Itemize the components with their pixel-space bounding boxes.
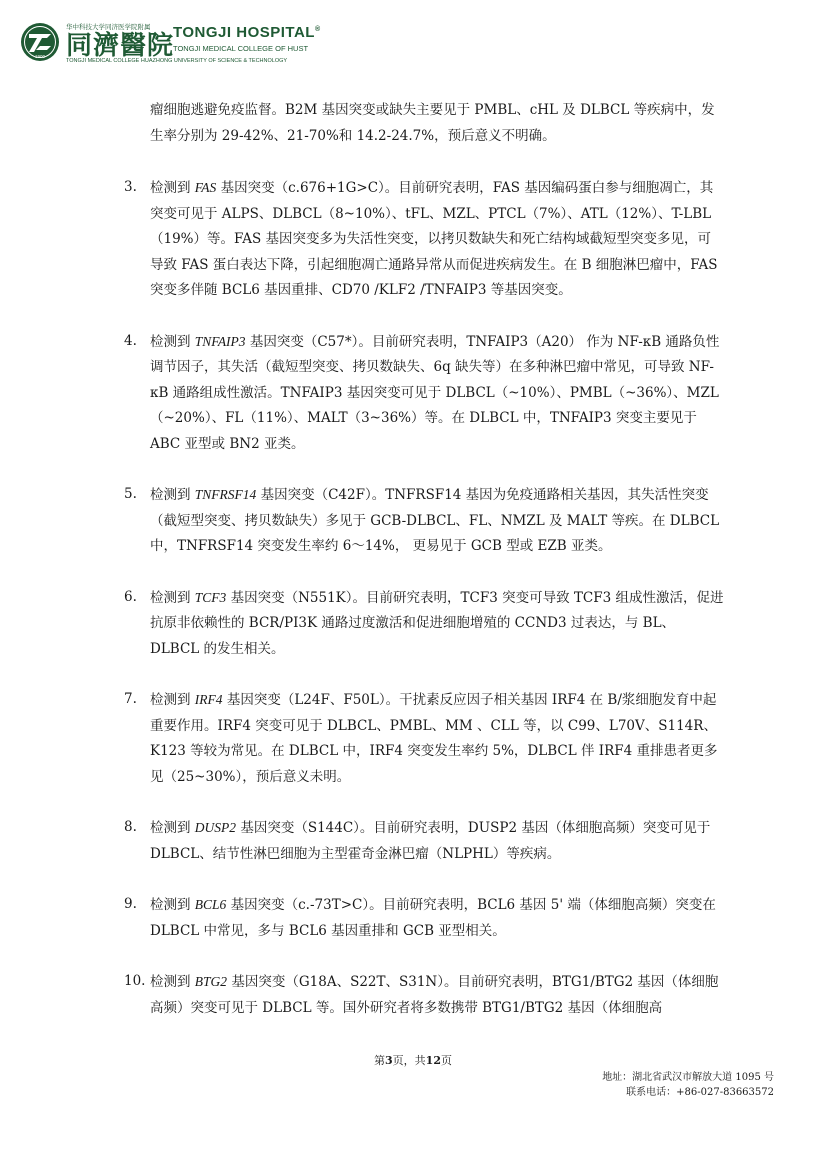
trademark-symbol: ®	[314, 26, 321, 33]
report-body	[124, 98, 724, 1046]
logo-year: 1900	[34, 54, 46, 59]
item-text: 基因突变（c.676+1G>C）。目前研究表明，FAS 基因编码蛋白参与细胞凋亡，其突变可见于 ALPS、DLBCL（8~10%）、tFL、MZL、PTCL（7%）、ATL（12%）、T-LBL（19%）等。FAS 基因突变多为失活性突变，以拷贝数缺失和死亡结构域截短型突变多见，可导致 FAS 蛋白表达下降，引起细胞凋亡通路异常从而促进疾病发生。在 B 细胞淋巴瘤中，FAS 突变多伴随 BCL6 基因重排、CD70 /KLF2 /TNFAIP3 等基因突变。	[150, 180, 718, 298]
gene-name: IRF4	[194, 692, 223, 707]
item-number: 5.	[124, 486, 137, 502]
finding-item-8: 8. 检测到 DUSP2 基因突变（S144C）。目前研究表明，DUSP2 基因（体细胞高频）突变可见于 DLBCL、结节性淋巴细胞为主型霍奇金淋巴瘤（NLPHL）等疾病。	[124, 815, 724, 867]
gene-name: DUSP2	[194, 820, 237, 835]
continuation-paragraph: 瘤细胞逃避免疫监督。B2M 基因突变或缺失主要见于 PMBL、cHL 及 DLBCL 等疾病中，发生率分别为 29-42%、21-70%和 14.2-24.7%，预后意义不明确。	[150, 102, 715, 144]
item-text: 基因突变（G18A、S22T、S31N）。目前研究表明，BTG1/BTG2 基因（体细胞高频）突变可见于 DLBCL 等。国外研究者将多数携带 BTG1/BTG2 基因（体细胞高	[150, 974, 719, 1016]
item-number: 6.	[124, 588, 137, 605]
finding-item-9: 9. 检测到 BCL6 基因突变（c.-73T>C）。目前研究表明，BCL6 基因 5' 端（体细胞高频）突变在 DLBCL 中常见，多与 BCL6 基因重排和 GCB 亚型相关。	[124, 892, 724, 944]
item-number: 7.	[124, 691, 137, 707]
finding-item-10: 10. 检测到 BTG2 基因突变（G18A、S22T、S31N）。目前研究表明，BTG1/BTG2 基因（体细胞高频）突变可见于 DLBCL 等。国外研究者将多数携带 BTG1/BTG2 基因（体细胞高	[124, 969, 724, 1021]
item-text: 基因突变（N551K）。目前研究表明，TCF3 突变可导致 TCF3 组成性激活，促进抗原非依赖性的 BCR/PI3K 通路过度激活和促进细胞增殖的 CCND3 过表达，与 BL、DLBCL 的发生相关。	[150, 589, 724, 657]
item-number: 9.	[124, 896, 137, 912]
page-number: 第3页，共12页	[374, 1054, 452, 1067]
university-name-cn: 华中科技大学同济医学院附属	[66, 23, 151, 31]
hospital-logo-icon	[20, 22, 60, 62]
item-text: 基因突变（L24F、F50L）。干扰素反应因子相关基因 IRF4 在 B/浆细胞发育中起重要作用。IRF4 突变可见于 DLBCL、PMBL、MM 、CLL 等，以 C99、L70V、S114R、K123 等较为常见。在 DLBCL 中，IRF4 突变发生率约 5%，DLBCL 伴 IRF4 重排患者更多见（25~30%），预后意义未明。	[150, 692, 718, 785]
item-text: 基因突变（c.-73T>C）。目前研究表明，BCL6 基因 5' 端（体细胞高频）突变在 DLBCL 中常见，多与 BCL6 基因重排和 GCB 亚型相关。	[150, 897, 716, 939]
finding-item-6: 6. 检测到 TCF3 基因突变（N551K）。目前研究表明，TCF3 突变可导致 TCF3 组成性激活，促进抗原非依赖性的 BCR/PI3K 通路过度激活和促进细胞增殖的 CCND3 过表达，与 BL、DLBCL 的发生相关。	[124, 585, 724, 663]
gene-name: TCF3	[194, 589, 227, 605]
address-text: 地址：湖北省武汉市解放大道 1095 号	[602, 1072, 774, 1083]
college-name-en: TONGJI MEDICAL COLLEGE OF HUST	[173, 44, 309, 53]
item-text: 基因突变（S144C）。目前研究表明，DUSP2 基因（体细胞高频）突变可见于 DLBCL、结节性淋巴细胞为主型霍奇金淋巴瘤（NLPHL）等疾病。	[150, 820, 711, 862]
hospital-header	[20, 18, 440, 68]
finding-item-5: 5. 检测到 TNFRSF14 基因突变（C42F）。TNFRSF14 基因为免疫通路相关基因，其失活性突变（截短型突变、拷贝数缺失）多见于 GCB-DLBCL、FL、NMZL 及 MALT 等疾。在 DLBCL 中，TNFRSF14 突变发生率约 6～14%， 更易见于 GCB 型或 EZB 亚类。	[124, 482, 724, 560]
gene-name: FAS	[194, 180, 217, 195]
gene-name: BCL6	[194, 897, 227, 912]
hospital-name-en: TONGJI HOSPITAL®	[173, 24, 321, 41]
hospital-name-cn: 同濟醫院	[66, 31, 175, 61]
item-text: 基因突变（C57*）。目前研究表明，TNFAIP3（A20） 作为 NF-κB 通路负性调节因子，其失活（截短型突变、拷贝数缺失、6q 缺失等）在多种淋巴瘤中常见，可导致 NF-κB 通路组成性激活。TNFAIP3 基因突变可见于 DLBCL（~10%）、PMBL（~36%）、MZL（~20%）、FL（11%）、MALT（3~36%）等。在 DLBCL 中，TNFAIP3 突变主要见于 ABC 亚型或 BN2 亚类。	[150, 333, 720, 452]
item-number: 10.	[124, 973, 146, 989]
item-number: 4.	[124, 332, 137, 349]
item-text: 基因突变（C42F）。TNFRSF14 基因为免疫通路相关基因，其失活性突变（截短型突变、拷贝数缺失）多见于 GCB-DLBCL、FL、NMZL 及 MALT 等疾。在 DLBCL 中，TNFRSF14 突变发生率约 6～14%， 更易见于 GCB 型或 EZB 亚类。	[150, 487, 720, 554]
contact-info	[602, 1070, 774, 1100]
gene-name: BTG2	[194, 974, 228, 989]
phone-text: 联系电话：+86-027-83663572	[626, 1087, 774, 1098]
finding-item-4: 4. 检测到 TNFAIP3 基因突变（C57*）。目前研究表明，TNFAIP3（A20） 作为 NF-κB 通路负性调节因子，其失活（截短型突变、拷贝数缺失、6q 缺失等）在多种淋巴瘤中常见，可导致 NF-κB 通路组成性激活。TNFAIP3 基因突变可见于 DLBCL（~10%）、PMBL（~36%）、MZL（~20%）、FL（11%）、MALT（3~36%）等。在 DLBCL 中，TNFAIP3 突变主要见于 ABC 亚型或 BN2 亚类。	[124, 329, 724, 458]
finding-item-3: 3. 检测到 FAS 基因突变（c.676+1G>C）。目前研究表明，FAS 基因编码蛋白参与细胞凋亡，其突变可见于 ALPS、DLBCL（8~10%）、tFL、MZL、PTCL（7%）、ATL（12%）、T-LBL（19%）等。FAS 基因突变多为失活性突变，以拷贝数缺失和死亡结构域截短型突变多见，可导致 FAS 蛋白表达下降，引起细胞凋亡通路异常从而促进疾病发生。在 B 细胞淋巴瘤中，FAS 突变多伴随 BCL6 基因重排、CD70 /KLF2 /TNFAIP3 等基因突变。	[124, 175, 724, 304]
item-number: 3.	[124, 179, 137, 195]
finding-item-7: 7. 检测到 IRF4 基因突变（L24F、F50L）。干扰素反应因子相关基因 IRF4 在 B/浆细胞发育中起重要作用。IRF4 突变可见于 DLBCL、PMBL、MM 、CLL 等，以 C99、L70V、S114R、K123 等较为常见。在 DLBCL 中，IRF4 突变发生率约 5%，DLBCL 伴 IRF4 重排患者更多见（25~30%），预后意义未明。	[124, 687, 724, 790]
university-full-name-en: TONGJI MEDICAL COLLEGE HUAZHONG UNIVERSITY OF SCIENCE & TECHNOLOGY	[66, 58, 288, 64]
gene-name: TNFAIP3	[194, 333, 246, 349]
gene-name: TNFRSF14	[194, 487, 257, 502]
item-number: 8.	[124, 819, 137, 835]
